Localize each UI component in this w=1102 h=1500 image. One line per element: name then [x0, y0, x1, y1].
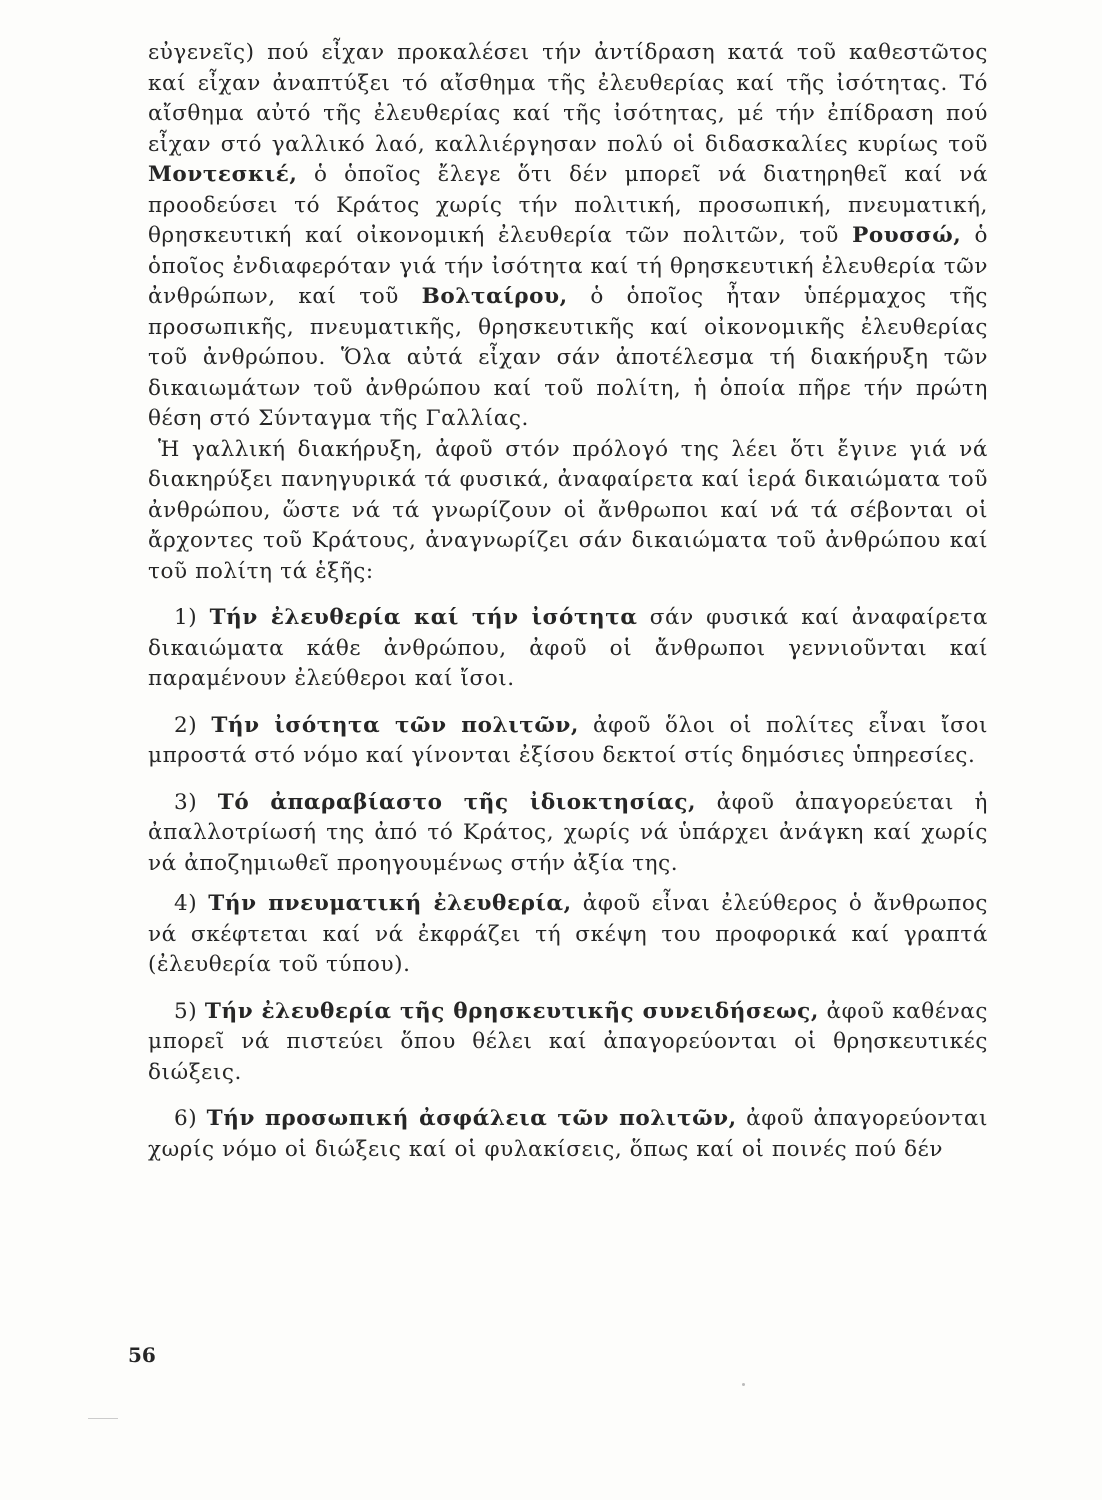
item-text: ἀφοῦ εἶναι ἐλεύθερος ὁ ἄνθρωπος νά σκέφτεται καί νά ἐκφράζει τή σκέψη του προφορικά καί γραπτά (ἐλευθερία τοῦ τύπου).: [148, 891, 989, 977]
list-item: [148, 603, 988, 695]
name-montesquieu: Μοντεσκιέ,: [148, 162, 298, 187]
scan-mark: [88, 1418, 118, 1419]
text-run: ὁ ὁποῖος ἦταν ὑπέρμαχος τῆς προσωπικῆς, πνευματικῆς, θρησκευτικῆς καί οἰκονομικῆς ἐλευθερίας τοῦ ἀνθρώπου. Ὅλα αὐτά εἶχαν σάν ἀποτέλεσμα τή διακήρυξη τῶν δικαιωμάτων τοῦ ἀνθρώπου καί τοῦ πολίτη, ἡ ὁποία πῆρε τήν πρώτη θέση στό Σύνταγμα τῆς Γαλλίας.: [148, 284, 989, 431]
name-rousseau: Ρουσσώ,: [852, 223, 962, 248]
item-number: 2): [174, 712, 198, 738]
item-heading: Τό ἀπαραβίαστο τῆς ἰδιοκτησίας,: [217, 789, 697, 815]
item-text: ἀφοῦ ὅλοι οἱ πολίτες εἶναι ἴσοι μπροστά στό νόμο καί γίνονται ἐξίσου δεκτοί στίς δημόσιες ὑπηρεσίες.: [148, 712, 988, 768]
item-heading: Τήν ἐλευθερία καί τήν ἰσότητα: [209, 605, 638, 630]
item-heading: Τήν ἰσότητα τῶν πολιτῶν,: [211, 712, 579, 738]
item-number: 1): [174, 605, 198, 630]
item-number: 3): [174, 789, 198, 815]
item-text: ἀφοῦ ἀπαγορεύονται χωρίς νόμο οἱ διώξεις καί οἱ φυλακίσεις, ὅπως καί οἱ ποινές πού δέν: [148, 1106, 988, 1162]
intro-paragraph: [148, 38, 988, 435]
list-item: [148, 997, 988, 1089]
item-text: ἀφοῦ καθένας μπορεῖ νά πιστεύει ὅπου θέλει καί ἀπαγορεύονται οἱ θρησκευτικές διώξεις.: [148, 998, 988, 1085]
list-item: [148, 788, 988, 880]
declaration-paragraph: Ἡ γαλλική διακήρυξη, ἀφοῦ στόν πρόλογό της λέει ὅτι ἔγινε γιά νά διακηρύξει πανηγυρικά τά φυσικά, ἀναφαίρετα καί ἱερά δικαιώματα τοῦ ἀνθρώπου, ὥστε νά τά γνωρίζουν οἱ ἄνθρωποι καί νά τά σέβονται οἱ ἄρχοντες τοῦ Κράτους, ἀναγνωρίζει σάν δικαιώματα τοῦ ἀνθρώπου καί τοῦ πολίτη τά ἑξῆς:: [148, 436, 988, 584]
item-number: 4): [174, 891, 198, 916]
text-run: ὁ ὁποῖος ἐνδιαφερόταν γιά τήν ἰσότητα καί τή θρησκευτική ἐλευθερία τῶν ἀνθρώπων, καί τοῦ: [148, 223, 988, 309]
name-voltaire: Βολταίρου,: [421, 284, 568, 309]
list-item: [148, 711, 988, 772]
page-number: 56: [128, 1343, 156, 1367]
item-text: ἀφοῦ ἀπαγορεύεται ἡ ἀπαλλοτρίωσή της ἀπό τό Κράτος, χωρίς νά ὑπάρχει ἀνάγκη καί χωρίς νά ἀποζημιωθεῖ προηγουμένως στήν ἀξία της.: [148, 789, 988, 876]
text-run: εὐγενεῖς) πού εἶχαν προκαλέσει τήν ἀντίδραση κατά τοῦ καθεστῶτος καί εἶχαν ἀναπτύξει τό αἴσθημα τῆς ἐλευθερίας καί τῆς ἰσότητας. Τό αἴσθημα αὐτό τῆς ἐλευθερίας καί τῆς ἰσότητας, μέ τήν ἐπίδραση πού εἶχαν στό γαλλικό λαό, καλλιέργησαν πολύ οἱ διδασκαλίες κυρίως τοῦ: [148, 40, 988, 157]
item-heading: Τήν ἐλευθερία τῆς θρησκευτικῆς συνειδήσεως,: [204, 998, 819, 1024]
scan-speck: [742, 1383, 745, 1386]
item-heading: Τήν προσωπική ἀσφάλεια τῶν πολιτῶν,: [206, 1106, 737, 1131]
item-heading: Τήν πνευματική ἐλευθερία,: [208, 891, 572, 916]
list-item: [148, 889, 988, 981]
text-run: ὁ ὁποῖος ἔλεγε ὅτι δέν μπορεῖ νά διατηρηθεῖ καί νά προοδεύσει τό Κράτος χωρίς τήν πολιτική, προσωπική, πνευματική, θρησκευτική καί οἰκονομική ἐλευθερία τῶν πολιτῶν, τοῦ: [148, 162, 988, 248]
item-number: 5): [174, 998, 198, 1024]
list-item: [148, 1104, 988, 1165]
item-number: 6): [174, 1106, 198, 1131]
item-text: σάν φυσικά καί ἀναφαίρετα δικαιώματα κάθε ἀνθρώπου, ἀφοῦ οἱ ἄνθρωποι γεννιοῦνται καί παραμένουν ἐλεύθεροι καί ἴσοι.: [148, 605, 988, 691]
page-body: [148, 38, 988, 1165]
